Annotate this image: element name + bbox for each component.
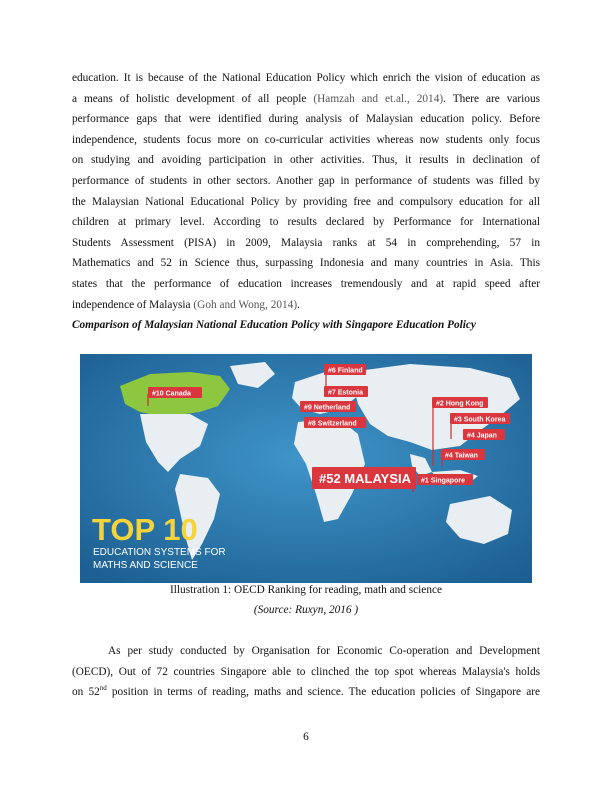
- banner-top10: TOP 10: [92, 512, 198, 547]
- text-line: performance gaps that were identified during analysis of Malaysian education policy. Before: [72, 113, 540, 126]
- text-line: a means of holistic development of all people (Hamzah and et.al., 2014). There are various: [72, 92, 540, 105]
- text-line: on 52nd position in terms of reading, maths and science. The education policies of Singapore are: [72, 684, 540, 699]
- text-line: Students Assessment (PISA) in 2009, Malaysia ranks at 54 in comprehending, 57 in: [72, 236, 540, 249]
- text-line: children at primary level. According to results declared by Performance for International: [72, 216, 540, 229]
- text-line: (OECD), Out of 72 countries Singapore able to clinched the top spot whereas Malaysia's holds: [72, 665, 540, 678]
- body-paragraph-1: [72, 68, 540, 315]
- banner-line-1: EDUCATION SYSTEMS FOR: [93, 547, 226, 558]
- text-line: on studying and avoiding participation in other activities. Thus, it results in declination of: [72, 154, 540, 167]
- netherland-label: #9 Netherland: [304, 404, 351, 412]
- hongkong-label: #2 Hong Kong: [436, 400, 484, 408]
- citation-goh-wong: (Goh and Wong, 2014): [193, 298, 298, 311]
- text-line: independence, students focus more on co-curricular activities whereas now students only focus: [72, 133, 540, 146]
- text-line: education. It is because of the National Education Policy which enrich the vision of education as: [72, 72, 540, 84]
- singapore-label: #1 Singapore: [421, 477, 465, 485]
- body-paragraph-2: [72, 641, 540, 703]
- southkorea-label: #3 South Korea: [454, 416, 506, 424]
- text-line: Mathematics and 52 in Science thus, surpassing Indonesia and many countries in Asia. This: [72, 257, 540, 270]
- text-line: states that the performance of education increases tremendously and at rapid speed after: [72, 277, 540, 290]
- figure-source: (Source: Ruxyn, 2016 ): [253, 604, 359, 616]
- text-line: the Malaysian National Educational Policy by providing free and compulsory education for all: [72, 195, 540, 208]
- canada-label: #10 Canada: [152, 390, 191, 398]
- oecd-ranking-map-image: [80, 354, 532, 583]
- taiwan-label: #4 Taiwan: [445, 452, 478, 460]
- world-map-illustration: [80, 354, 532, 583]
- finland-label: #6 Finland: [328, 367, 363, 375]
- text-line: As per study conducted by Organisation for Economic Co-operation and Development: [108, 645, 540, 657]
- text-line: performance of students in other sectors. Another gap in performance of students was filled by: [72, 174, 540, 187]
- text-line: independence of Malaysia (Goh and Wong, 2014).: [72, 298, 300, 311]
- banner-line-2: MATHS AND SCIENCE: [93, 560, 198, 571]
- citation-hamzah: (Hamzah and et.al., 2014): [313, 92, 444, 105]
- estonia-label: #7 Estonia: [328, 389, 364, 397]
- figure-caption: Illustration 1: OECD Ranking for reading, math and science: [170, 584, 442, 596]
- japan-label: #4 Japan: [467, 432, 497, 440]
- page-number: 6: [303, 731, 309, 743]
- section-heading: Comparison of Malaysian National Education Policy with Singapore Education Policy: [72, 319, 476, 331]
- switzerland-label: #8 Switzerland: [308, 420, 357, 428]
- malaysia-label: #52 MALAYSIA: [319, 471, 411, 486]
